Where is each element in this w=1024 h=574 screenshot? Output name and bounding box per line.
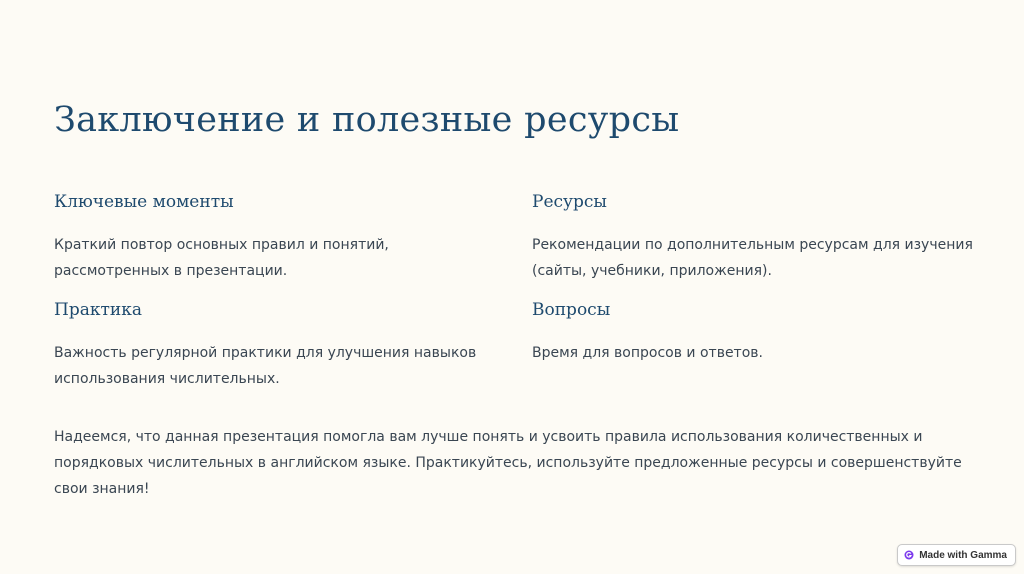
card-questions [532,298,982,366]
gamma-logo-icon [904,550,914,560]
card-heading: Практика [54,300,142,320]
card-key-points [54,190,504,284]
badge-label: Made with Gamma [919,549,1007,561]
card-text: Важность регулярной практики для улучшения навыков использования числительных. [54,345,477,387]
card-heading: Ключевые моменты [54,192,234,212]
card-practice [54,298,504,392]
slide [54,0,984,574]
card-text: Время для вопросов и ответов. [532,345,763,361]
card-heading: Ресурсы [532,192,607,212]
conclusion-text: Надеемся, что данная презентация помогла вам лучше понять и усвоить правила использования количественных и порядковых числительных в английском языке. Практикуйтесь, используйте предложенные ресурсы и совершенствуйте свои знания! [54,429,962,497]
slide-title: Заключение и полезные ресурсы [54,100,680,140]
card-heading: Вопросы [532,300,611,320]
card-resources [532,190,982,284]
card-text: Рекомендации по дополнительным ресурсам для изучения (сайты, учебники, приложения). [532,237,973,279]
card-text: Краткий повтор основных правил и понятий, рассмотренных в презентации. [54,237,389,279]
made-with-gamma-badge[interactable] [897,544,1016,566]
